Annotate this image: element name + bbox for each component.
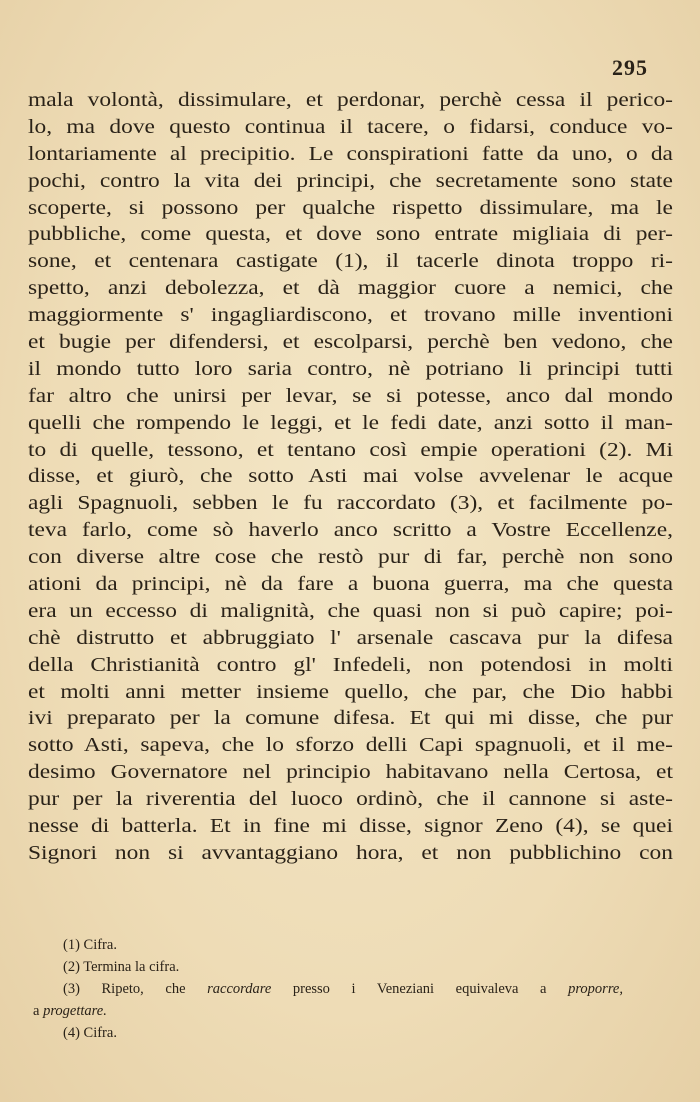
- text-line: far altro che unirsi per levar, se si potesse, anco dal mondo: [28, 384, 673, 407]
- footnote-3: [33, 978, 623, 1000]
- text-line: pur per la riverentia del luoco ordinò, che il cannone si aste-: [28, 788, 673, 811]
- text-line: sotto Asti, sapeva, che lo sforzo delli Capi spagnuoli, et il me-: [28, 734, 673, 757]
- footnote-3-text: (3) Ripeto, che: [63, 981, 208, 997]
- text-line: agli Spagnuoli, sebben le fu raccordato (3), et facilmente po-: [28, 492, 673, 515]
- text-line: mala volontà, dissimulare, et perdonar, perchè cessa il perico-: [28, 89, 673, 111]
- text-line: lontariamente al precipitio. Le conspirationi fatte da uno, o da: [28, 142, 673, 165]
- text-line: spetto, anzi debolezza, et dà maggior cuore a nemici, che: [28, 277, 673, 300]
- text-line: maggiormente s' ingagliardiscono, et trovano mille inventioni: [28, 304, 673, 327]
- text-line: sone, et centenara castigate (1), il tacerle dinota troppo ri-: [28, 250, 673, 273]
- footnote-1: (1) Cifra.: [63, 937, 117, 953]
- body-text: [28, 87, 673, 867]
- footnote-3-continuation: [33, 1000, 623, 1022]
- text-line: era un eccesso di malignità, che quasi non si può capire; poi-: [28, 599, 673, 622]
- text-line: disse, et giurò, che sotto Asti mai volse avvelenar le acque: [28, 465, 673, 488]
- text-line: pochi, contro la vita dei principi, che secretamente sono state: [28, 169, 673, 192]
- text-line: pubbliche, come questa, et dove sono entrate migliaia di per-: [28, 223, 673, 246]
- text-line: Signori non si avvantaggiano hora, et non pubblichino con: [28, 841, 673, 864]
- text-line: teva farlo, come sò haverlo anco scritto a Vostre Eccellenze,: [28, 519, 673, 542]
- footnote-3-text: a: [33, 1003, 44, 1019]
- footnotes: [33, 934, 623, 1044]
- footnote-4: (4) Cifra.: [63, 1025, 117, 1041]
- page-number: 295: [612, 55, 648, 80]
- text-line: nesse di batterla. Et in fine mi disse, signor Zeno (4), se quei: [28, 815, 673, 838]
- text-line: della Christianità contro gl' Infedeli, non potendosi in molti: [28, 653, 673, 676]
- text-line: con diverse altre cose che restò pur di far, perchè non sono: [28, 546, 673, 569]
- text-line: desimo Governatore nel principio habitavano nella Certosa, et: [28, 761, 673, 784]
- text-line: ivi preparato per la comune difesa. Et qui mi disse, che pur: [28, 707, 673, 730]
- footnote-2: (2) Termina la cifra.: [63, 959, 180, 975]
- text-line: lo, ma dove questo continua il tacere, o fidarsi, conduce vo-: [28, 115, 673, 138]
- text-line: ationi da principi, nè da fare a buona guerra, ma che questa: [28, 573, 673, 596]
- footnote-3-text: presso i Veneziani equivaleva a: [271, 981, 569, 997]
- text-line: chè distrutto et abbruggiato l' arsenale cascava pur la difesa: [28, 626, 673, 649]
- footnote-3-term: proporre,: [568, 981, 623, 997]
- footnote-3-term: raccordare: [207, 981, 272, 997]
- text-line: quelli che rompendo le leggi, et le fedi date, anzi sotto il man-: [28, 411, 673, 434]
- text-line: scoperte, si possono per qualche rispetto dissimulare, ma le: [28, 196, 673, 219]
- text-line: il mondo tutto loro saria contro, nè potriano li principi tutti: [28, 357, 673, 380]
- footnote-3-term: progettare.: [43, 1003, 107, 1019]
- text-line: et bugie per difendersi, et escolparsi, perchè ben vedono, che: [28, 331, 673, 354]
- text-line: et molti anni metter insieme quello, che par, che Dio habbi: [28, 680, 673, 703]
- text-line: to di quelle, tessono, et tentano così empie operationi (2). Mi: [28, 438, 673, 461]
